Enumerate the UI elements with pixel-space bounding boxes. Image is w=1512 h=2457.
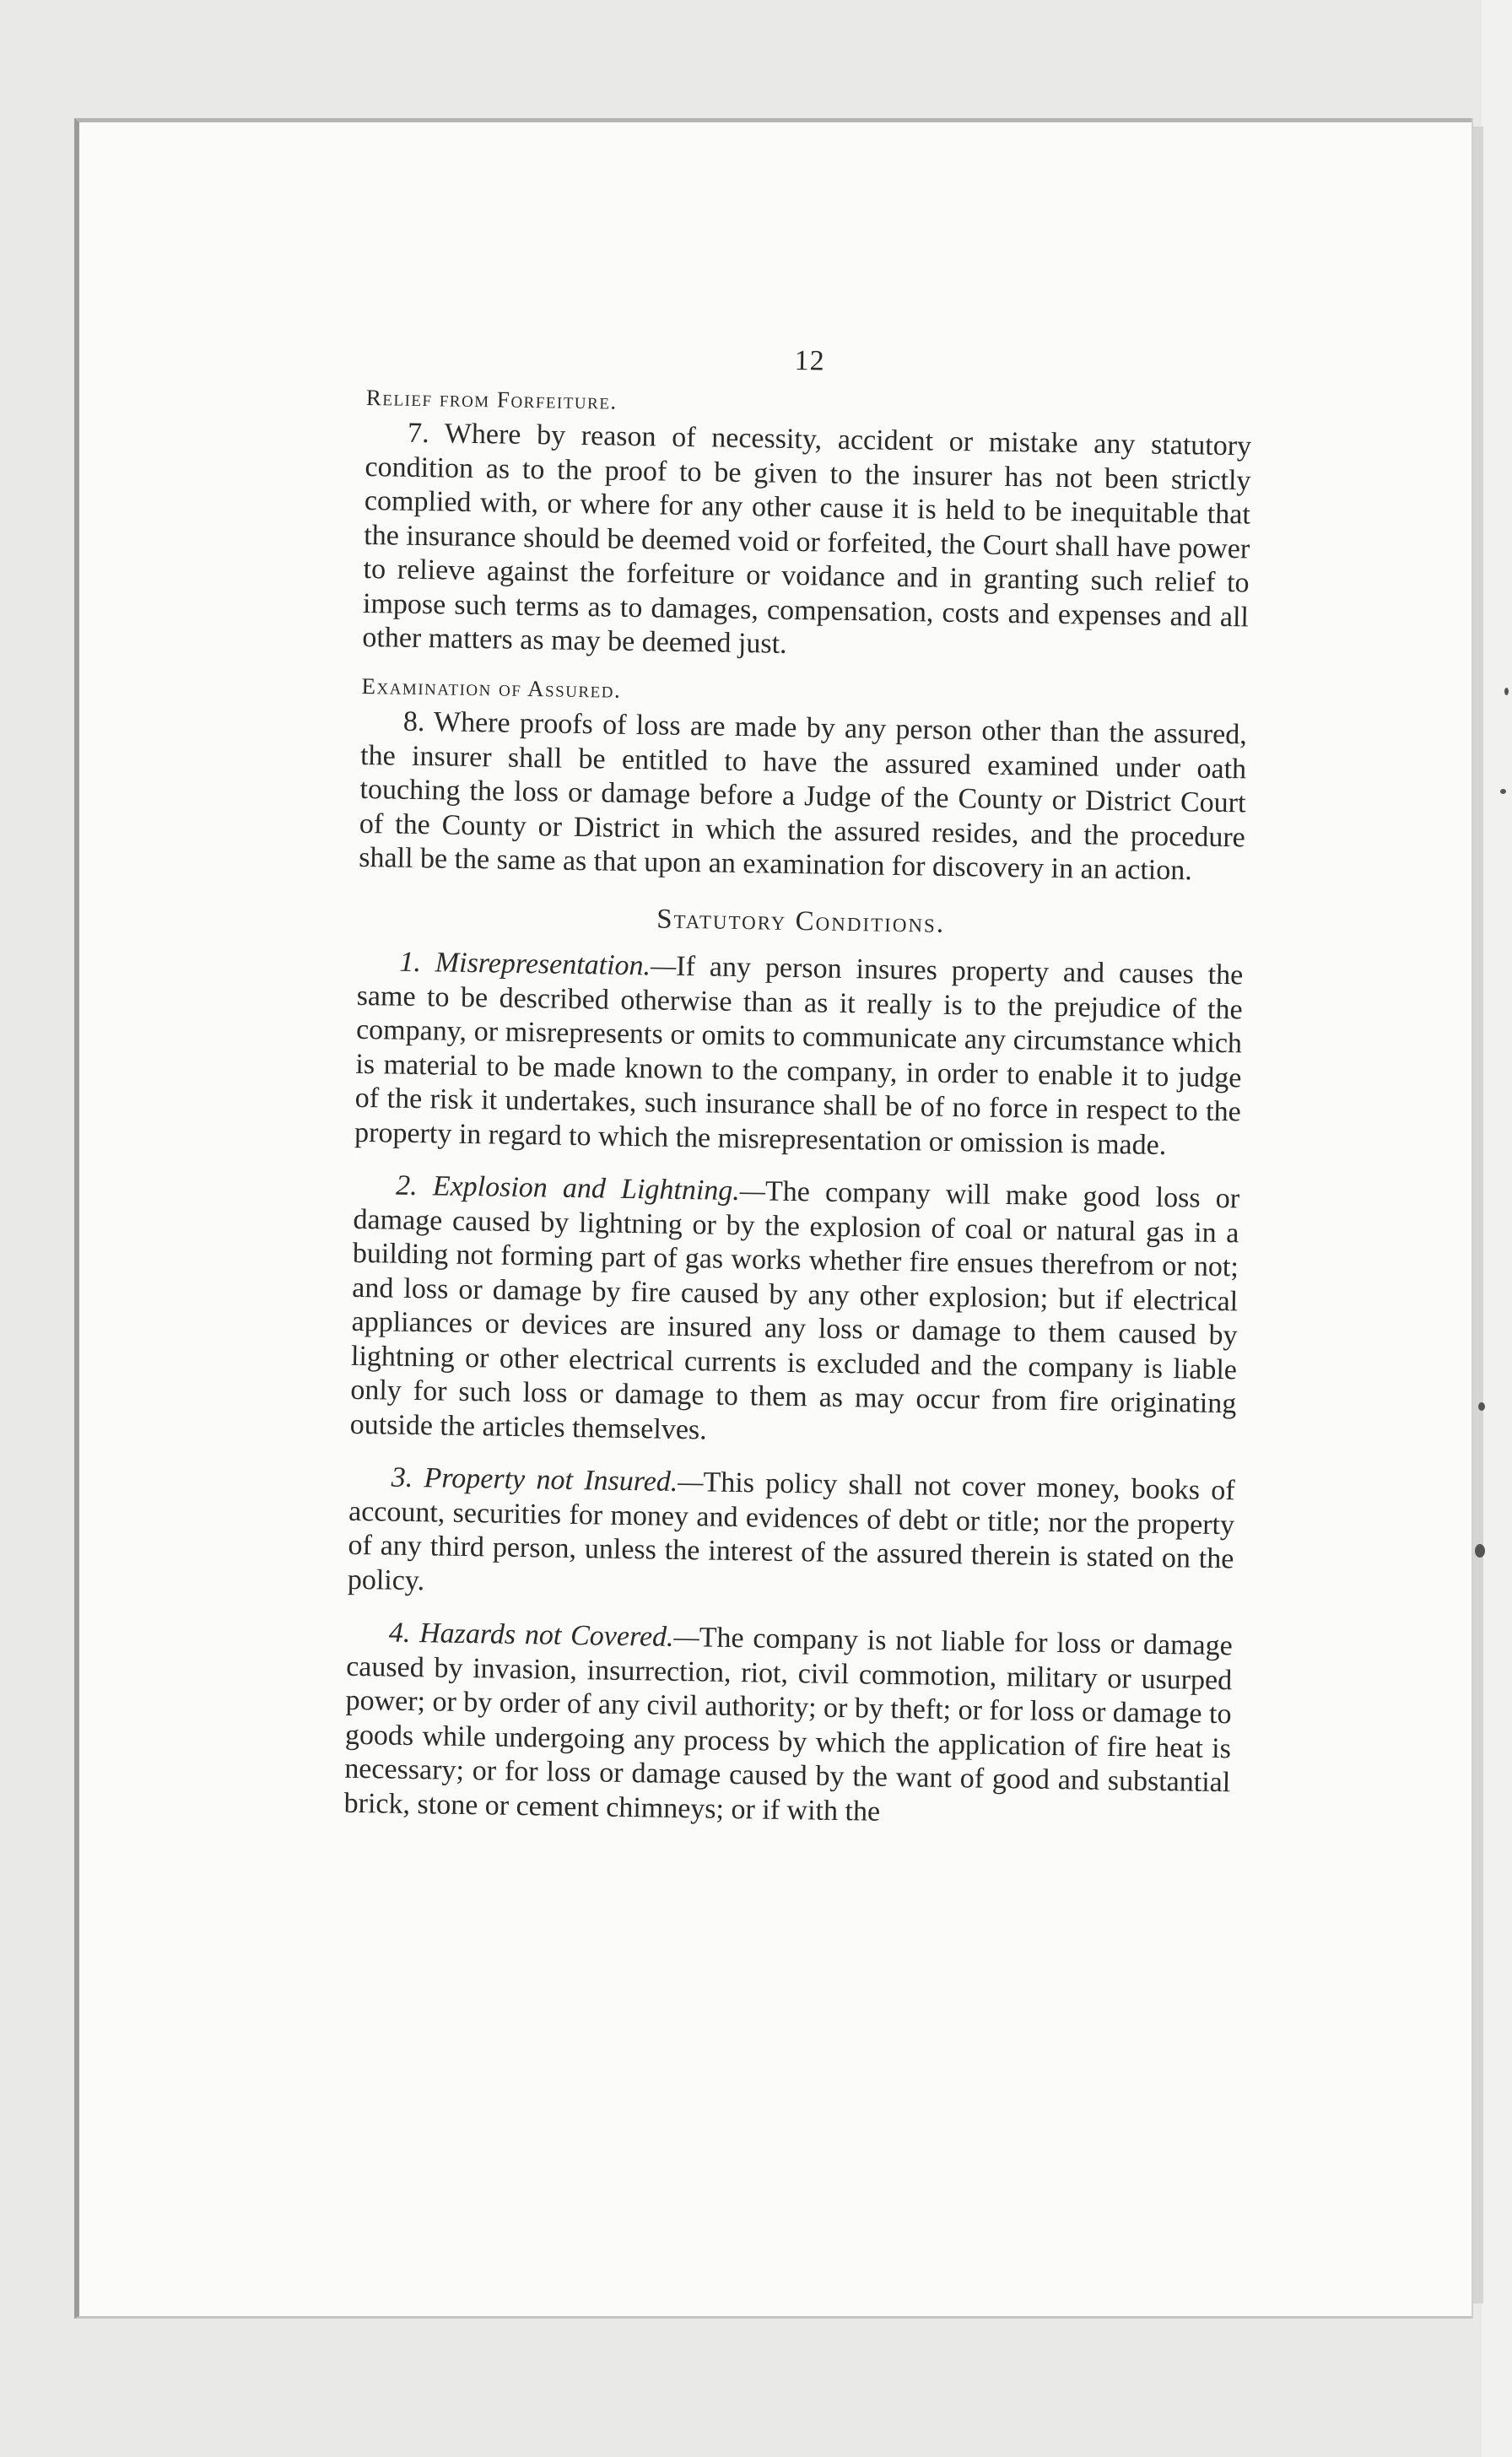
scan-margin [1482, 0, 1512, 2457]
section-7-paragraph: 7. Where by reason of necessity, accident or mistake any statutory condition as to the proof to be given to the insurer has not been strictly complied with, or where for any other cause it is held to be inequitable that the insurance should be deemed void or forfeited, the Court shall have power to relieve against the forfeiture or voidance and in granting such relief to impose such terms as to damages, compensation, costs and expenses and all other matters as may be deemed just. [362, 417, 1252, 660]
page-text [343, 338, 1253, 1853]
condition-text: The company will make good loss or damage caused by lightning or by the explosion of coal or natural gas in a building not forming part of gas works whether fire ensues therefrom or not; and loss or damage by fire caused by any other explosion; but if electrical appliances or devices are insured any loss or damage to them caused by lightning or other electrical currents is excluded and the company is liable only for such loss or damage to them as may occur from fire originating outside the articles themselves. [349, 1175, 1240, 1445]
condition-title: 2. Explosion and Lightning.— [395, 1169, 766, 1207]
scan-speck [1504, 688, 1509, 695]
condition-property-not-insured [348, 1461, 1235, 1611]
scan-speck [1475, 1544, 1485, 1558]
scan-speck [1500, 789, 1506, 794]
examination-heading: Examination of Assured. [361, 672, 622, 703]
condition-title: 3. Property not Insured.— [391, 1461, 704, 1498]
page-number: 12 [794, 344, 825, 377]
condition-title: 1. Misrepresentation.— [399, 946, 677, 982]
condition-title: 4. Hazards not Covered.— [388, 1617, 700, 1654]
condition-misrepresentation [354, 945, 1244, 1164]
section-8-paragraph: 8. Where proofs of loss are made by any person other than the assured, the insurer shall be entitled to have the assured examined under oath touching the loss or damage before a Judge of the County or District Court of the County or District in which the assured resides, and the procedure shall be the same as that upon an examination for discovery in an action. [359, 705, 1248, 887]
condition-text: The company is not liable for loss or damage caused by invasion, insurrection, riot, civil commotion, military or usurped power; or by order of any civil authority; or by theft; or for loss or damage to goods while undergoing any process by which the application of fire heat is necessary; or for loss or damage caused by the want of good and substantial brick, stone or cement chimneys; or if with the [343, 1622, 1234, 1828]
scan-speck [1478, 1402, 1485, 1411]
condition-explosion-lightning [349, 1169, 1239, 1455]
condition-text: This policy shall not cover money, books of account, securities for money and evidences of debt or title; nor the property of any third person, unless the interest of the assured therein is stated on the policy. [347, 1466, 1235, 1596]
condition-hazards-not-covered [343, 1616, 1233, 1834]
condition-text: If any person insures property and causes the same to be described otherwise than as it really is to the prejudice of the company, or misrepresents or omits to communicate any circumstance which is material to be made known to the company, in order to enable it to judge of the risk it undertakes, such insurance shall be of no force in respect to the property in regard to which the misrepresentation or omission is made. [354, 950, 1244, 1161]
relief-heading: Relief from Forfeiture. [365, 384, 618, 414]
statutory-conditions-heading: Statutory Conditions. [656, 903, 946, 939]
